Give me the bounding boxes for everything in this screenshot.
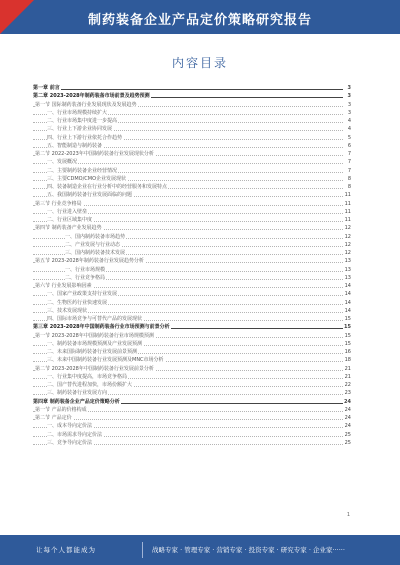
toc-entry-page: 14 [344, 291, 351, 298]
toc-entry[interactable] [33, 224, 351, 232]
toc-entry-text: 四、国际市场竞争与可替代产品的发展现状 [47, 316, 143, 322]
toc-entry-page: 25 [344, 439, 351, 446]
toc-entry-text: 五、智能制造与制药装备 [47, 142, 103, 149]
toc-entry[interactable] [33, 84, 351, 92]
report-footer [0, 535, 400, 565]
toc-entry[interactable] [33, 282, 351, 290]
toc-entry-text: 二、国产替代进程加快，市场份额扩大 [47, 382, 133, 388]
toc-entry-text: 二、主要制药装备企业经营情况 [47, 167, 118, 174]
toc-entry-page: 15 [344, 332, 351, 339]
toc-entry-text: 第一节 2023-2028年中国制药装备行业市场规模预测 [35, 332, 154, 339]
toc-entry[interactable] [33, 158, 351, 166]
toc-entry[interactable] [33, 356, 351, 364]
toc-entry[interactable] [33, 257, 351, 265]
toc-entry-text: 一、发展概况 [47, 159, 78, 166]
toc-entry-text: 三、国内制药装备技术发展 [65, 250, 126, 256]
toc-entry[interactable] [33, 266, 351, 274]
toc-entry-text: 第二节 2022-2023年中国制药装备行业发展现状分析 [35, 151, 154, 157]
toc-entry-text: 三、行业上下游企业协同发展 [47, 126, 113, 133]
toc-entry-text: 第六节 行业发展影响因素 [35, 283, 92, 289]
toc-entry-page: 8 [347, 175, 351, 182]
toc-entry-text: 一、行业进入壁垒 [47, 208, 88, 215]
toc-entry-text: 三、未来中国制药装备行业发展预测及MNC市场分析 [47, 357, 164, 364]
toc-entry[interactable] [33, 365, 351, 373]
toc-entry-page: 13 [344, 258, 351, 265]
footer-roles: 战略专家 · 管理专家 · 营销专家 · 投资专家 · 研究专家 · 企业家······ [152, 546, 345, 554]
toc-entry-text: 第四章 制药装备企业产品定价策略分析 [33, 398, 120, 405]
toc-entry-text: 二、生物医药行业快速发展 [47, 299, 108, 306]
toc-entry[interactable] [33, 101, 351, 109]
toc-entry[interactable] [33, 109, 351, 117]
toc-entry-page: 11 [344, 200, 351, 207]
toc-entry[interactable] [33, 340, 351, 348]
toc-entry-text: 第一章 前言 [33, 85, 60, 91]
toc-entry-text: 第四节 制药装备产业发展趋势 [35, 225, 102, 232]
toc-entry-text: 二、未来国际制药装备行业发展前景预测 [47, 349, 138, 355]
toc-entry[interactable] [33, 191, 351, 199]
toc-entry[interactable] [33, 439, 351, 447]
toc-entry-page: 7 [347, 167, 351, 174]
toc-entry-page: 7 [347, 151, 351, 157]
toc-entry-text: 二、行业区域集中度 [47, 217, 93, 223]
toc-entry-page: 13 [344, 274, 351, 281]
toc-entry[interactable] [33, 125, 351, 133]
toc-entry-text: 第一节 国际制药装备行业发展现状及发展趋势 [35, 101, 137, 108]
toc-entry[interactable] [33, 241, 351, 249]
toc-entry[interactable] [33, 315, 351, 323]
toc-entry-text: 一、制药装备市场规模预测及产业发展预测 [47, 340, 143, 347]
toc-entry[interactable] [33, 398, 351, 406]
toc-entry-page: 11 [344, 217, 351, 223]
toc-entry-page: 5 [347, 134, 351, 141]
toc-entry[interactable] [33, 167, 351, 175]
toc-entry-text: 一、国内制药装备市场趋势 [65, 233, 126, 240]
toc-entry[interactable] [33, 208, 351, 216]
toc-entry[interactable] [33, 233, 351, 241]
toc-entry-page: 12 [344, 241, 351, 248]
toc-entry-text: 第二节 2023-2028年中国制药装备行业发展前景分析 [35, 365, 154, 372]
toc-entry-page: 3 [347, 109, 351, 116]
toc-entry-page: 14 [344, 307, 351, 314]
report-title: 制药装备企业产品定价策略研究报告 [87, 13, 312, 28]
toc-entry[interactable] [33, 175, 351, 183]
toc-entry[interactable] [33, 142, 351, 150]
toc-entry-text: 三、主要CDMO/CMO企业发展现状 [47, 175, 127, 182]
toc-entry-page: 3 [347, 85, 351, 91]
toc-entry-text: 一、行业集中度提高，市场竞争格局 [47, 373, 128, 380]
toc-entry[interactable] [33, 274, 351, 282]
toc-entry-page: 8 [347, 184, 351, 190]
toc-entry-text: 四、装备制造企业在行业分析中的经营服务和发展特点 [47, 184, 168, 190]
toc-entry-page: 6 [347, 142, 351, 149]
table-of-contents [33, 84, 351, 447]
toc-entry-page: 15 [344, 316, 351, 322]
toc-entry-page: 24 [344, 423, 351, 430]
page-number: 1 [346, 512, 350, 518]
toc-entry[interactable] [33, 249, 351, 257]
toc-entry-text: 三、技术发展现状 [47, 307, 88, 314]
toc-entry-page: 24 [344, 406, 351, 413]
toc-entry-page: 18 [344, 357, 351, 364]
toc-entry-page: 3 [347, 101, 351, 108]
toc-entry[interactable] [33, 183, 351, 191]
toc-entry-text: 二、产业发展与行业动态 [65, 241, 121, 248]
toc-entry-page: 16 [344, 349, 351, 355]
toc-entry-text: 四、行业上下游行业依托合作趋势 [47, 134, 123, 141]
toc-entry-text: 五、我国制药装备行业发展面临的问题 [47, 192, 133, 199]
toc-entry-text: 三、竞争导向定价法 [47, 439, 93, 446]
toc-entry[interactable] [33, 323, 351, 331]
toc-entry-text: 第三节 行业竞争格局 [35, 200, 82, 207]
footer-divider [142, 542, 143, 558]
footer-slogan: 让每个人都能成为 [36, 546, 96, 554]
toc-entry-text: 一、国家产业政策支持行业发展 [47, 291, 118, 298]
toc-entry-text: 第三章 2023-2028年中国制药装备行业市场预测与前景分析 [33, 324, 170, 331]
toc-entry-page: 13 [344, 266, 351, 273]
toc-entry-page: 3 [347, 93, 351, 100]
toc-entry-text: 二、行业市场集中度进一步提高 [47, 118, 118, 124]
toc-entry-page: 4 [347, 126, 351, 133]
toc-entry[interactable] [33, 431, 351, 439]
toc-entry-page: 21 [344, 365, 351, 372]
toc-entry[interactable] [33, 373, 351, 381]
toc-entry[interactable] [33, 307, 351, 315]
toc-entry-page: 4 [347, 118, 351, 124]
toc-entry-page: 12 [344, 225, 351, 232]
toc-entry[interactable] [33, 216, 351, 224]
toc-entry[interactable] [33, 348, 351, 356]
toc-entry-page: 24 [344, 415, 351, 421]
toc-entry-page: 21 [344, 373, 351, 380]
toc-entry-page: 25 [344, 431, 351, 438]
toc-entry-page: 22 [344, 382, 351, 388]
toc-entry-page: 24 [344, 398, 351, 405]
toc-leader [33, 89, 343, 90]
toc-entry-page: 15 [344, 324, 351, 331]
toc-entry-text: 第五节 2023-2028年制药装备行业发展趋势分析 [35, 258, 144, 265]
toc-entry-text: 第二节 产品定价 [35, 415, 72, 421]
toc-entry-text: 二、市场需求导向定价法 [47, 431, 103, 438]
toc-entry-page: 14 [344, 283, 351, 289]
toc-entry-text: 第一节 产品的价格构成 [35, 406, 87, 413]
toc-entry-page: 7 [347, 159, 351, 166]
toc-entry[interactable] [33, 150, 351, 158]
toc-entry[interactable] [33, 422, 351, 430]
toc-entry[interactable] [33, 117, 351, 125]
report-header [0, 0, 400, 34]
toc-entry[interactable] [33, 389, 351, 397]
toc-entry-page: 14 [344, 299, 351, 306]
toc-entry[interactable] [33, 92, 351, 100]
toc-title: 内容目录 [171, 56, 228, 70]
toc-entry-page: 15 [344, 340, 351, 347]
toc-entry-text: 三、制药装备行业发展方向 [47, 390, 108, 397]
toc-entry[interactable] [33, 332, 351, 340]
toc-entry-page: 11 [344, 192, 351, 199]
toc-entry-page: 12 [344, 250, 351, 256]
toc-entry[interactable] [33, 299, 351, 307]
toc-entry-page: 11 [344, 208, 351, 215]
toc-entry[interactable] [33, 414, 351, 422]
toc-leader [33, 419, 343, 420]
toc-entry-page: 12 [344, 233, 351, 240]
toc-entry-text: 第二章 2023-2028年制药装备市场前景及趋势预测 [33, 93, 150, 100]
toc-entry[interactable] [33, 290, 351, 298]
toc-entry[interactable] [33, 134, 351, 142]
toc-entry-text: 一、行业市场规模持续扩大 [47, 109, 108, 116]
toc-entry-text: 一、成本导向定价法 [47, 423, 93, 430]
toc-entry-text: 二、行业竞争格局 [65, 274, 106, 281]
toc-leader [33, 163, 343, 164]
toc-entry[interactable] [33, 381, 351, 389]
toc-entry-text: 一、行业市场规模 [65, 266, 106, 273]
toc-entry[interactable] [33, 406, 351, 414]
toc-entry[interactable] [33, 200, 351, 208]
toc-entry-page: 23 [344, 390, 351, 397]
